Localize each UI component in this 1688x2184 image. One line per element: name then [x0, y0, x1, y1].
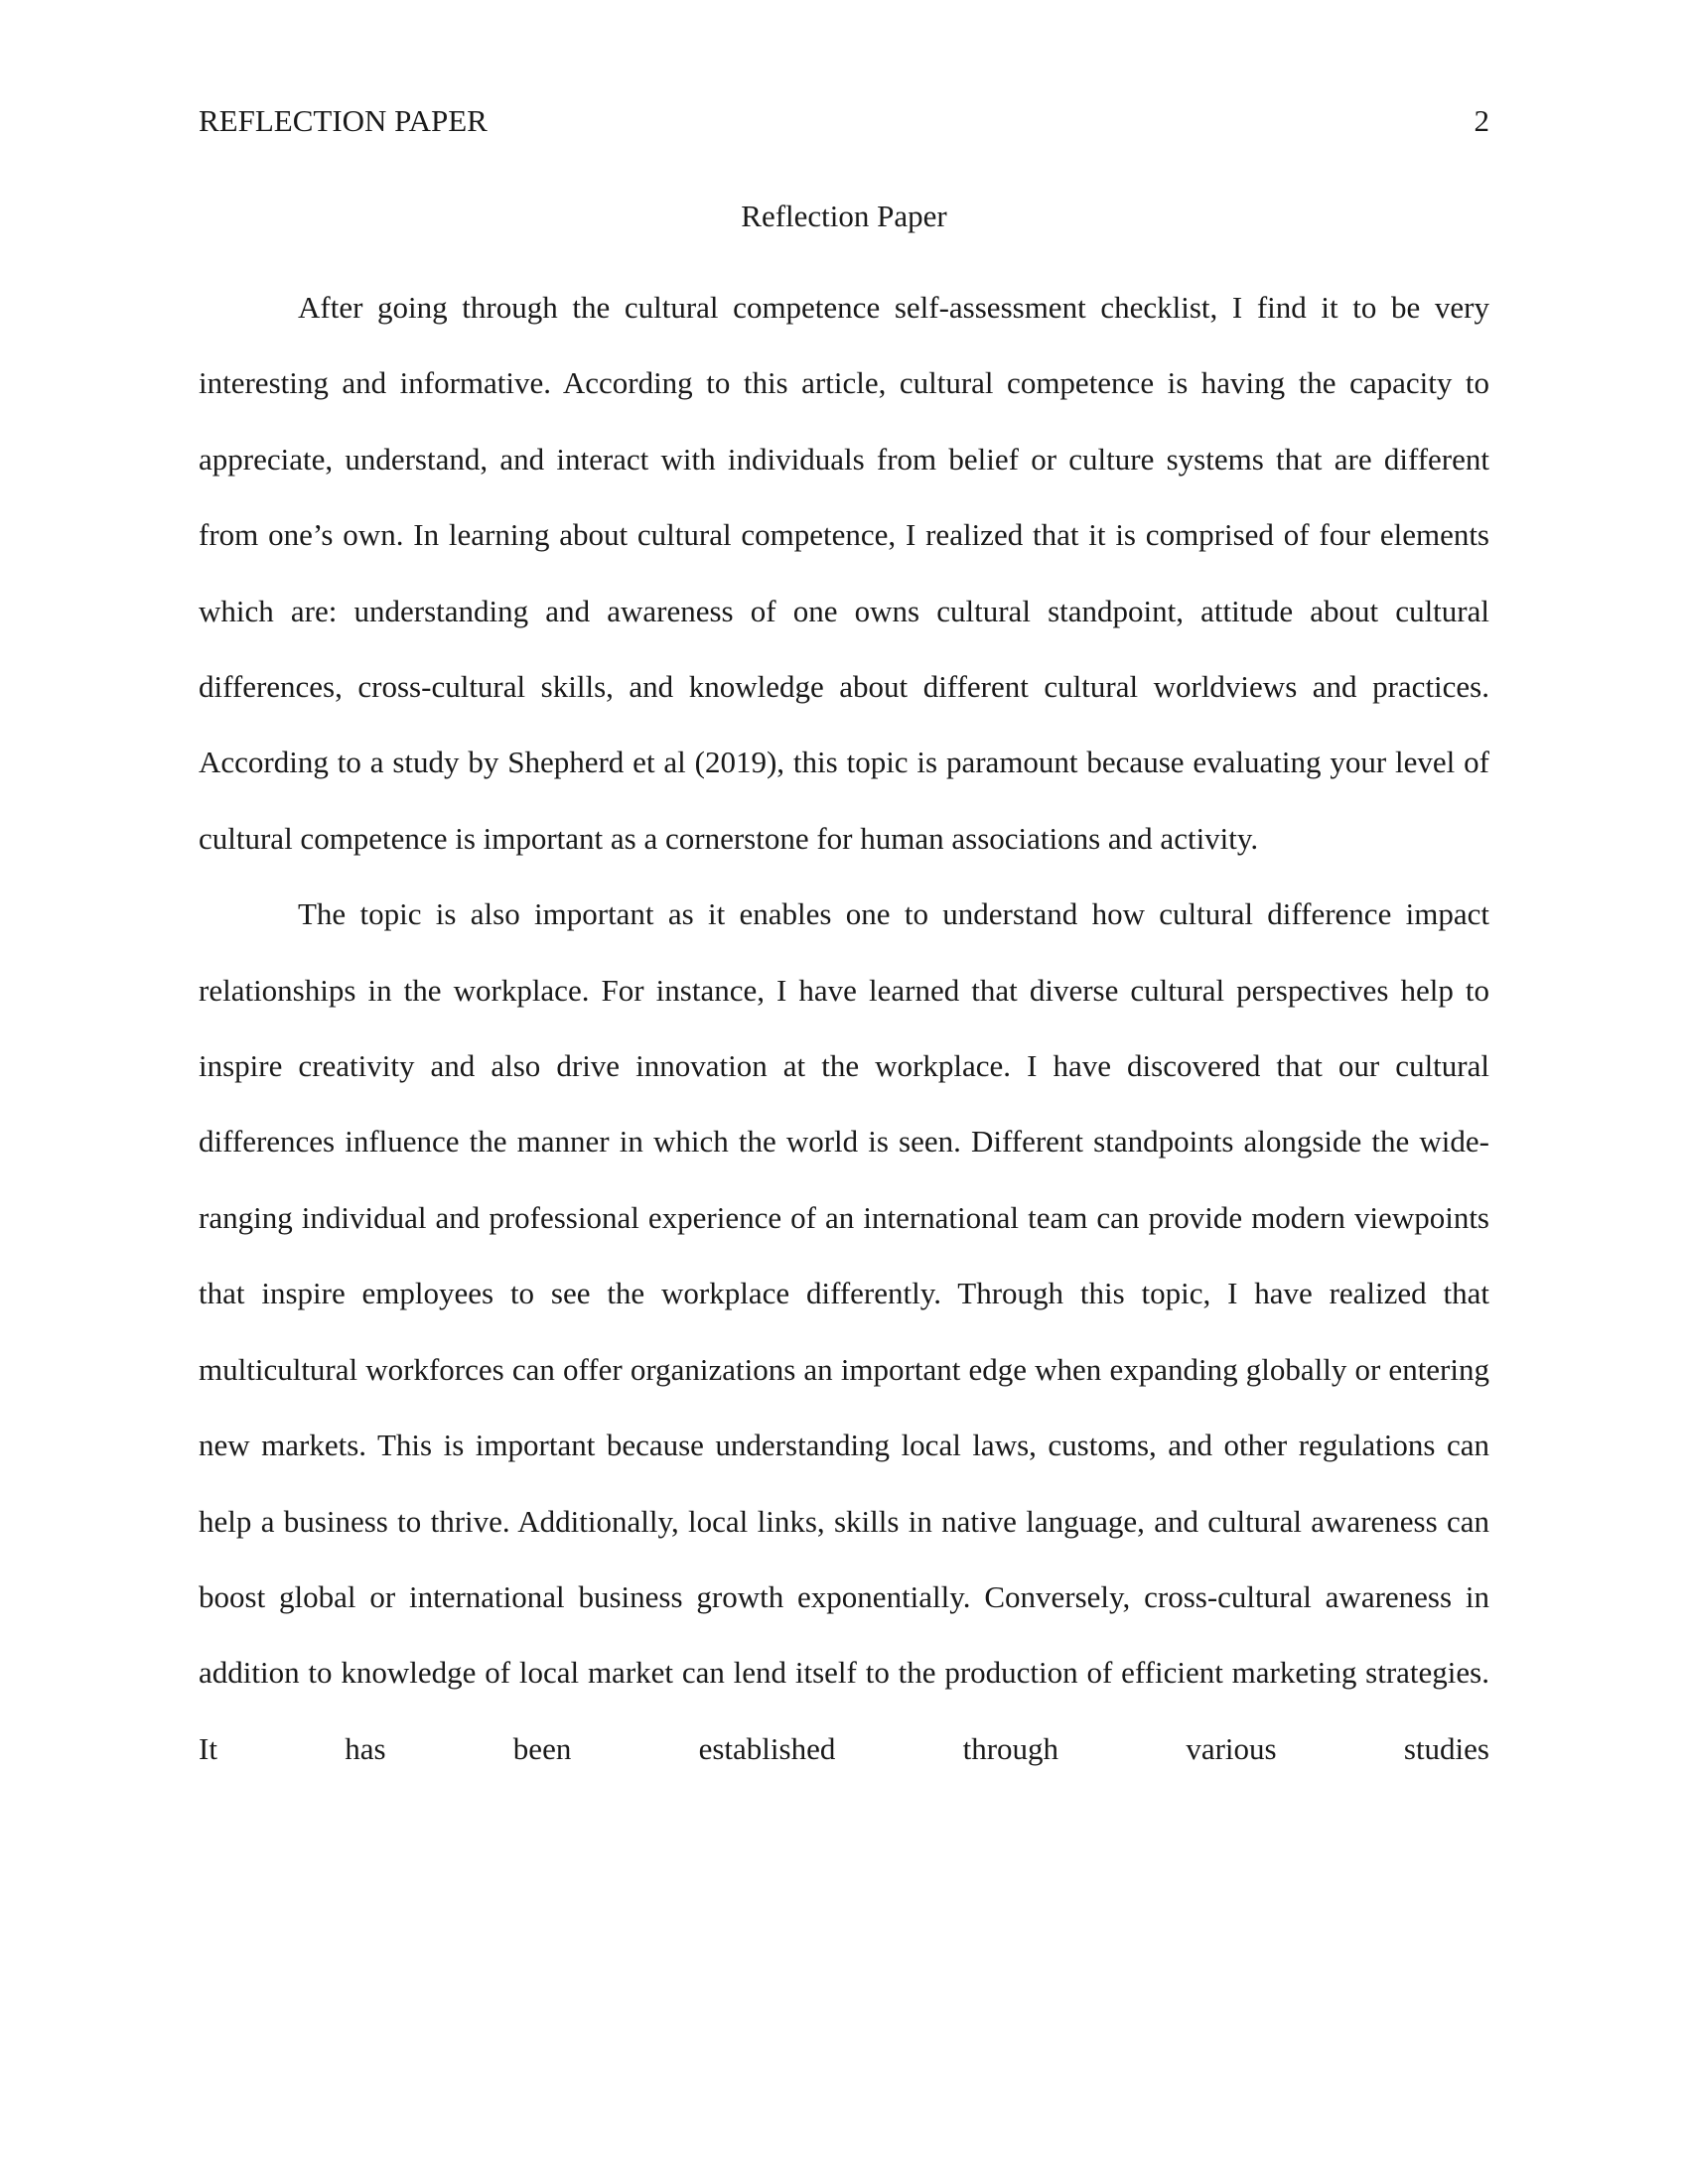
paragraph-1: After going through the cultural competence self-assessment checklist, I find it to be very interesting and informative. According to this article, cultural competence is having the capacity to appreciate, understand, and interact with individuals from belief or culture systems that are different from one’s own. In learning about cultural competence, I realized that it is comprised of four elements which are: understanding and awareness of one owns cultural standpoint, attitude about cultural differences, cross-cultural skills, and knowledge about different cultural worldviews and practices. According to a study by Shepherd et al (2019), this topic is paramount because evaluating your level of cultural competence is important as a cornerstone for human associations and activity. [199, 290, 1489, 856]
paragraph-2: The topic is also important as it enables one to understand how cultural difference impact relationships in the workplace. For instance, I have learned that diverse cultural perspectives help to inspire creativity and also drive innovation at the workplace. I have discovered that our cultural differences influence the manner in which the world is seen. Different standpoints alongside the wide-ranging individual and professional experience of an international team can provide modern viewpoints that inspire employees to see the workplace differently. Through this topic, I have realized that multicultural workforces can offer organizations an important edge when expanding globally or entering new markets. This is important because understanding local laws, customs, and other regulations can help a business to thrive. Additionally, local links, skills in native language, and cultural awareness can boost global or international business growth exponentially. Conversely, cross-cultural awareness in addition to knowledge of local market can lend itself to the production of efficient marketing strategies. It has been established through various studies [199, 896, 1489, 1766]
document-title: Reflection Paper [741, 199, 947, 233]
running-head [199, 99, 1489, 143]
document-body [199, 270, 1489, 1787]
page-number: 2 [1474, 103, 1489, 138]
running-head-title: REFLECTION PAPER [199, 103, 488, 138]
